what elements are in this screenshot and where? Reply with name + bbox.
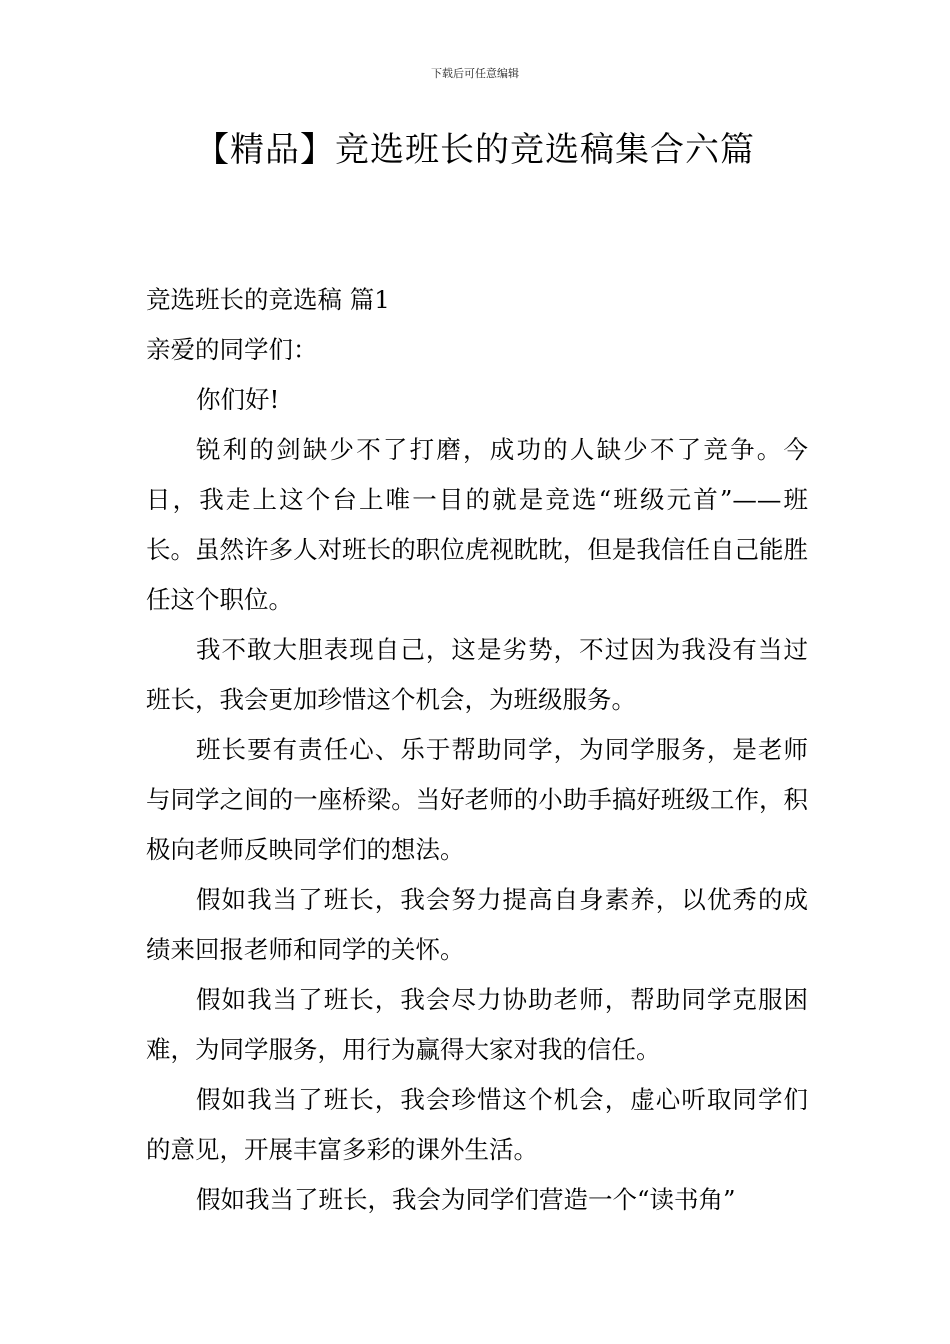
paragraph-greeting: 你们好! (196, 385, 280, 414)
paragraph: 我不敢大胆表现自己，这是劣势，不过因为我没有当过班长，我会更加珍惜这个机会，为班级服务。 (146, 635, 808, 714)
document-body (146, 275, 808, 1225)
paragraph: 假如我当了班长，我会尽力协助老师，帮助同学克服困难，为同学服务，用行为赢得大家对我的信任。 (146, 985, 808, 1064)
document-title: 【精品】竞选班长的竞选稿集合六篇 (195, 130, 755, 170)
section-heading: 竞选班长的竞选稿 篇1 (146, 285, 390, 314)
paragraph: 班长要有责任心、乐于帮助同学，为同学服务，是老师与同学之间的一座桥梁。当好老师的小助手搞好班级工作，积极向老师反映同学们的想法。 (146, 735, 808, 864)
paragraph: 锐利的剑缺少不了打磨，成功的人缺少不了竞争。今日，我走上这个台上唯一目的就是竞选“班级元首”——班长。虽然许多人对班长的职位虎视眈眈，但是我信任自己能胜任这个职位。 (146, 435, 808, 614)
header-note: 下载后可任意编辑 (431, 67, 519, 80)
paragraph: 假如我当了班长，我会珍惜这个机会，虚心听取同学们的意见，开展丰富多彩的课外生活。 (146, 1085, 808, 1164)
paragraph: 假如我当了班长，我会努力提高自身素养，以优秀的成绩来回报老师和同学的关怀。 (146, 885, 808, 964)
paragraph: 假如我当了班长，我会为同学们营造一个“读书角” (196, 1185, 736, 1214)
salutation: 亲爱的同学们： (146, 335, 318, 364)
